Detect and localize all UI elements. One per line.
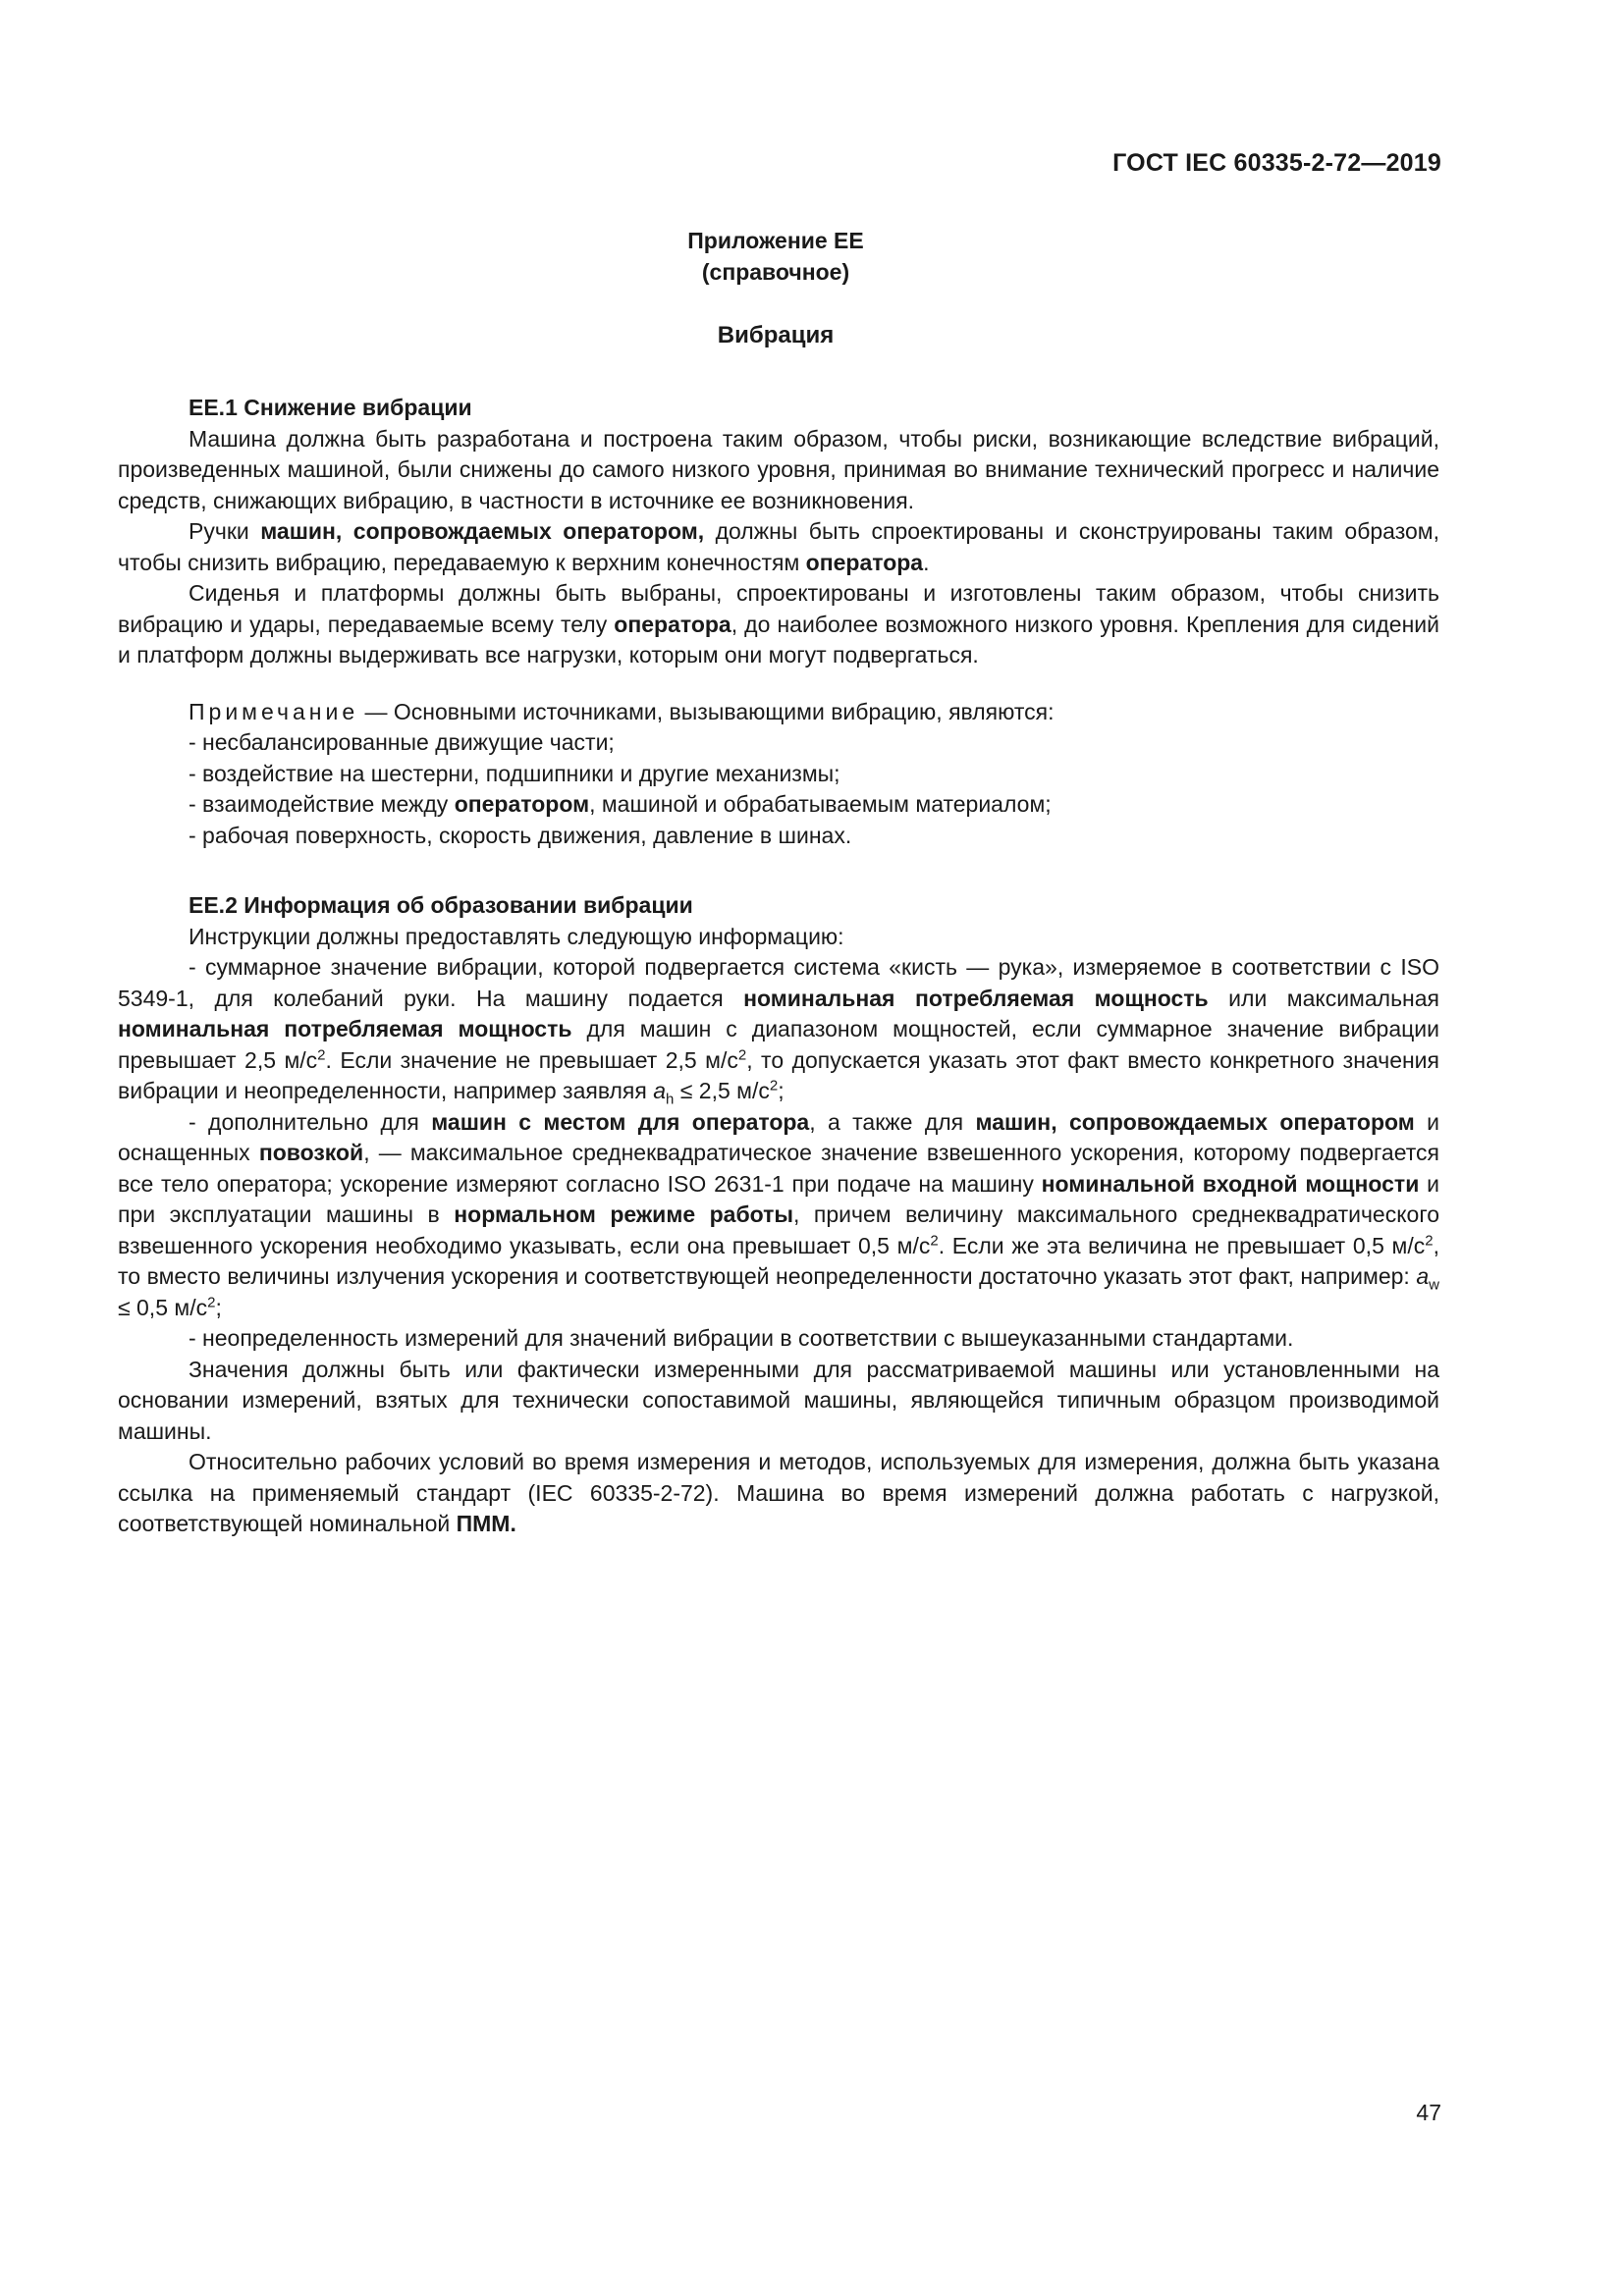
subscript: h [666,1091,675,1108]
document-code: ГОСТ IEC 60335-2-72—2019 [1112,149,1441,177]
term: машин, сопровождаемых оператором, [260,518,705,544]
paragraph: Инструкции должны предоставлять следующую информацию: [189,923,844,949]
term: номинальная потребляемая мощность [118,1016,572,1041]
variable: a [1416,1263,1430,1289]
text: Сиденья и платформы должны быть выбраны, спроектированы и изготовлены таким образом, чтобы снизить вибрацию и удары, передаваемые всему телу [118,580,1439,637]
term: нормальном режиме работы [454,1201,794,1227]
subscript: w [1429,1276,1439,1294]
superscript: 2 [1425,1231,1434,1249]
text: или максимальная [1208,985,1439,1011]
text: ≤ 0,5 м/с [118,1294,208,1320]
text: ; [215,1294,222,1320]
variable: a [653,1078,667,1103]
term: машин с местом для оператора [431,1108,810,1135]
text: . Если значение не превышает 2,5 м/с [325,1046,738,1073]
page-number: 47 [1416,2100,1441,2125]
appendix-title: Приложение EE [687,228,864,253]
text: - суммарное значение вибрации, которой подвергается система «кисть — рука», измеряемое в соответствии с ISO 5349-1, для колебаний руки. На машину подается [118,954,1439,1011]
term: оператором [454,791,590,817]
superscript: 2 [737,1045,747,1063]
paragraph: Значения должны быть или фактически измеренными для рассматриваемой машины или установленными на основании измерений, взятых для технически сопоставимой машины, являющейся типичным образцом производимой машины. [118,1356,1439,1444]
note-label: Примечание [189,698,359,724]
text: , — максимальное среднеквадратическое значение взвешенного ускорения, которому подвергается все тело оператора; ускорение измеряют согласно ISO 2631-1 при подаче на машину [118,1140,1439,1197]
appendix-heading: Вибрация [717,322,835,348]
text: Ручки [189,518,261,544]
term: повозкой [258,1140,364,1165]
list-item: - рабочая поверхность, скорость движения, давление в шинах. [189,822,852,848]
term: номинальной входной мощности [1041,1170,1420,1197]
text: для машин с диапазоном мощностей, если суммарное значение вибрации превышает 2,5 м/с [118,1016,1439,1073]
superscript: 2 [930,1231,939,1249]
list-item [118,1107,1439,1324]
list-item [118,952,1439,1107]
list-item: - воздействие на шестерни, подшипники и другие механизмы; [189,760,840,786]
list-item: - несбалансированные движущие части; [189,729,615,755]
list-item: - неопределенность измерений для значений вибрации в соответствии с вышеуказанными стандартами. [189,1325,1294,1351]
list-item [118,789,1439,821]
text: - взаимодействие между [189,791,455,817]
term: машин, сопровождаемых оператором [975,1108,1415,1135]
superscript: 2 [317,1045,326,1063]
section-title-ee2: EE.2 Информация об образовании вибрации [189,892,693,918]
term: номинальная потребляемая мощность [743,985,1209,1011]
paragraph [118,516,1439,578]
term: оператора [805,549,924,575]
text: должны быть спроектированы и сконструированы таким образом, чтобы снизить вибрацию, передаваемую к верхним конечностям [118,518,1439,575]
note [118,697,1439,728]
text: ≤ 2,5 м/с [674,1078,770,1103]
text: , причем величину максимального среднеквадратического взвешенного ускорения необходимо указывать, если она превышает 0,5 м/с [118,1201,1440,1258]
text: ; [778,1078,785,1103]
text: - дополнительно для [189,1108,432,1135]
text: . [923,549,930,575]
text: , то допускается указать этот факт вместо конкретного значения вибрации и неопределенности, например заявляя [118,1046,1439,1103]
text: , то вместо величины излучения ускорения и соответствующей неопределенности достаточно указать этот факт, например: [118,1232,1439,1289]
term: оператора [614,611,731,637]
document-body [118,393,1439,1540]
paragraph: Машина должна быть разработана и построена таким образом, чтобы риски, возникающие вследствие вибраций, произведенных машиной, были снижены до самого низкого уровня, принимая во внимание технический прогресс и наличие средств, снижающих вибрацию, в частности в источнике ее возникновения. [118,425,1439,513]
note-text: — Основными источниками, вызывающими вибрацию, являются: [358,698,1055,724]
appendix-type: (справочное) [701,259,850,285]
superscript: 2 [769,1077,779,1095]
superscript: 2 [207,1293,216,1310]
text: . Если же эта величина не превышает 0,5 м/с [938,1232,1426,1258]
text: и оснащенных [118,1108,1439,1165]
text: , до наиболее возможного низкого уровня. Крепления для сидений и платформ должны выдерживать все нагрузки, которым они могут подвергаться. [118,611,1439,667]
paragraph [118,1447,1439,1540]
text: , машиной и обрабатываемым материалом; [589,791,1052,817]
text: , а также для [809,1108,976,1135]
paragraph [118,578,1439,671]
term: ПММ. [456,1511,516,1536]
text: Относительно рабочих условий во время измерения и методов, используемых для измерения, должна быть указана ссылка на применяемый стандарт (IEC 60335-2-72). Машина во время измерений должна работать с нагрузкой, соответствующей номинальной [118,1449,1439,1536]
text: и при эксплуатации машины в [118,1170,1439,1227]
section-title-ee1: EE.1 Снижение вибрации [189,395,472,420]
